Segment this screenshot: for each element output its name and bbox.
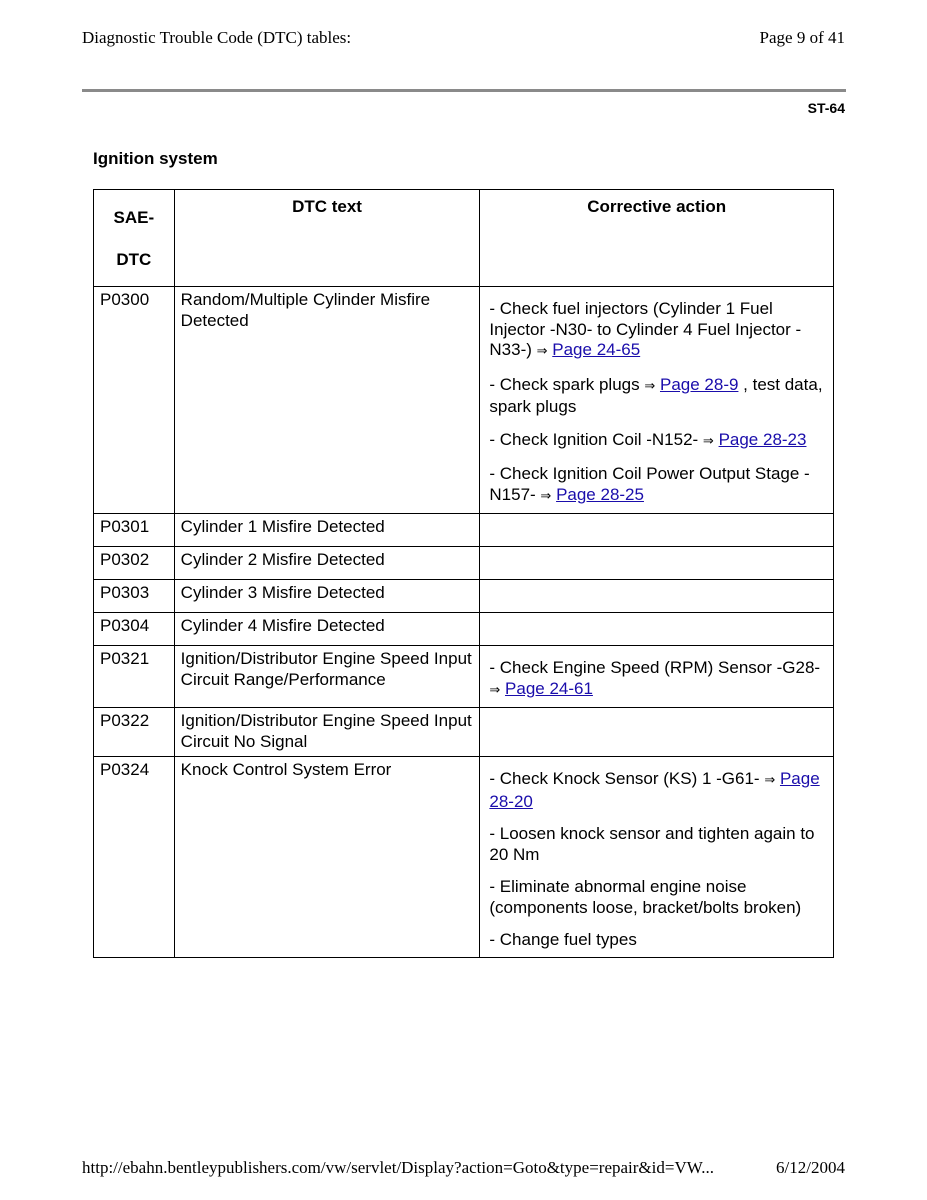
header-dtc-label: DTC xyxy=(116,250,152,269)
dtc-code: P0301 xyxy=(94,514,175,547)
corrective-action-item xyxy=(489,375,825,418)
dtc-table xyxy=(93,189,834,958)
page-number: Page 9 of 41 xyxy=(759,28,845,47)
corrective-action-cell xyxy=(480,514,834,547)
corrective-action-item xyxy=(489,430,825,453)
corrective-action-item xyxy=(489,877,825,918)
dtc-description: Cylinder 3 Misfire Detected xyxy=(174,580,480,613)
dtc-code: P0300 xyxy=(94,287,175,514)
header-dtc-text: DTC text xyxy=(174,190,480,287)
page-reference-link[interactable]: Page 24-61 xyxy=(505,678,593,698)
table-row xyxy=(94,287,834,514)
dtc-description: Knock Control System Error xyxy=(174,757,480,958)
dtc-description: Cylinder 4 Misfire Detected xyxy=(174,613,480,646)
corrective-action-cell xyxy=(480,287,834,514)
corrective-action-item xyxy=(489,824,825,865)
document-title: Diagnostic Trouble Code (DTC) tables: xyxy=(82,28,352,47)
corrective-action-cell xyxy=(480,757,834,958)
table-row xyxy=(94,613,834,646)
corrective-action-cell xyxy=(480,547,834,580)
corrective-action-item xyxy=(489,769,825,812)
action-text-suffix: , test data, spark plugs xyxy=(489,374,823,416)
dtc-code: P0303 xyxy=(94,580,175,613)
corrective-action-item xyxy=(489,464,825,507)
corrective-action-item xyxy=(489,658,825,701)
dtc-code: P0324 xyxy=(94,757,175,958)
print-date: 6/12/2004 xyxy=(776,1158,845,1177)
section-code: ST-64 xyxy=(807,100,845,116)
action-text: - Check spark plugs xyxy=(489,374,645,394)
page-reference-link[interactable]: Page 28-9 xyxy=(659,374,739,394)
table-row xyxy=(94,646,834,708)
dtc-code: P0321 xyxy=(94,646,175,708)
reference-arrow-icon: ⇒ xyxy=(536,344,548,359)
dtc-code: P0302 xyxy=(94,547,175,580)
header-divider xyxy=(82,89,846,92)
action-text: - Check Ignition Coil -N152- xyxy=(489,429,703,449)
page-reference-link[interactable]: Page 24-65 xyxy=(552,340,641,359)
reference-arrow-icon: ⇒ xyxy=(489,682,501,698)
corrective-action-item xyxy=(489,299,825,363)
header-sae-dtc xyxy=(94,190,175,287)
table-row xyxy=(94,580,834,613)
corrective-action-cell xyxy=(480,708,834,757)
page-reference-link[interactable]: Page 28-25 xyxy=(556,484,644,504)
dtc-description: Ignition/Distributor Engine Speed Input Circuit No Signal xyxy=(174,708,480,757)
action-text: - Check Engine Speed (RPM) Sensor -G28- xyxy=(489,658,821,677)
action-text: - Check Ignition Coil Power Output Stage -N157- xyxy=(489,464,810,504)
page-reference-link[interactable]: Page 28-23 xyxy=(718,429,807,449)
header-corrective-action: Corrective action xyxy=(480,190,834,287)
reference-arrow-icon: ⇒ xyxy=(764,773,776,788)
reference-arrow-icon: ⇒ xyxy=(702,433,714,449)
header-sae-label: SAE- xyxy=(113,208,155,227)
dtc-description: Ignition/Distributor Engine Speed Input Circuit Range/Performance xyxy=(174,646,480,708)
source-url: http://ebahn.bentleypublishers.com/vw/servlet/Display?action=Goto&type=repair&id=VW... xyxy=(82,1158,714,1177)
table-row xyxy=(94,757,834,958)
dtc-code: P0322 xyxy=(94,708,175,757)
reference-arrow-icon: ⇒ xyxy=(644,378,656,394)
action-text: - Check fuel injectors (Cylinder 1 Fuel Injector -N30- to Cylinder 4 Fuel Injector -N33-) xyxy=(489,299,802,359)
dtc-description: Cylinder 2 Misfire Detected xyxy=(174,547,480,580)
corrective-action-cell xyxy=(480,613,834,646)
page-reference-link[interactable]: Page 28-20 xyxy=(489,769,820,811)
action-text: - Check Knock Sensor (KS) 1 -G61- xyxy=(489,769,765,788)
action-text: - Change fuel types xyxy=(489,930,637,949)
table-header-row xyxy=(94,190,834,287)
action-text: - Eliminate abnormal engine noise (components loose, bracket/bolts broken) xyxy=(489,877,802,917)
table-body xyxy=(94,287,834,958)
table-row xyxy=(94,708,834,757)
corrective-action-item xyxy=(489,930,825,951)
dtc-code: P0304 xyxy=(94,613,175,646)
table-row xyxy=(94,514,834,547)
dtc-description: Random/Multiple Cylinder Misfire Detected xyxy=(174,287,480,514)
section-title: Ignition system xyxy=(93,149,218,168)
table-row xyxy=(94,547,834,580)
corrective-action-cell xyxy=(480,646,834,708)
reference-arrow-icon: ⇒ xyxy=(540,488,552,504)
action-text: - Loosen knock sensor and tighten again to 20 Nm xyxy=(489,824,815,864)
corrective-action-cell xyxy=(480,580,834,613)
dtc-description: Cylinder 1 Misfire Detected xyxy=(174,514,480,547)
